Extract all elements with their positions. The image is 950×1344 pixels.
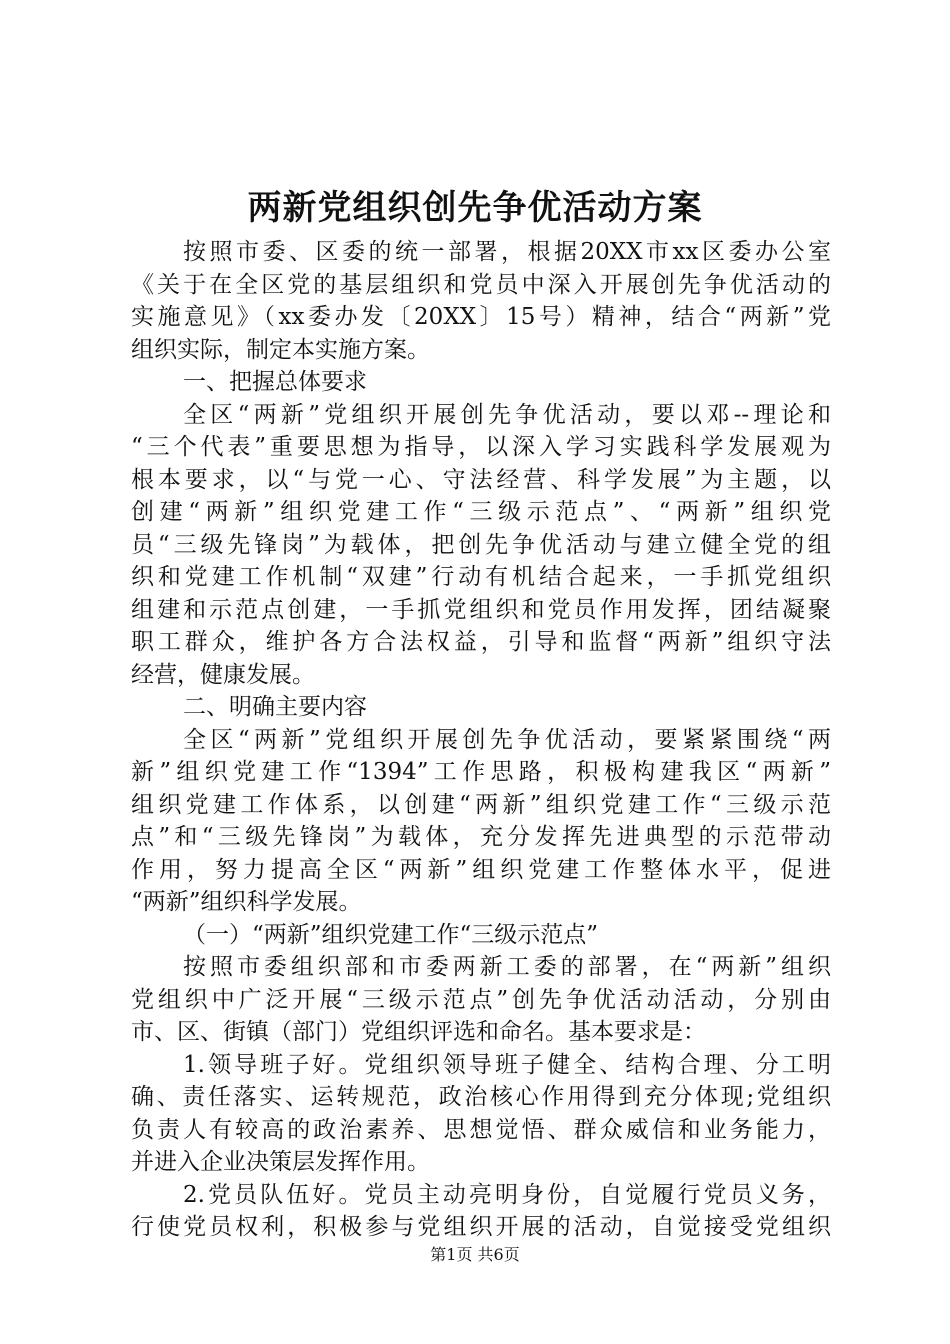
- text-line: 员“三级先锋岗”为载体，把创先争优活动与建立健全党的组: [131, 531, 831, 558]
- text-line: 组织党建工作体系，以创建“两新”组织党建工作“三级示范: [131, 791, 831, 818]
- text-line: “三个代表”重要思想为指导，以深入学习实践科学发展观为: [131, 434, 831, 460]
- text-line: 行使党员权利，积极参与党组织开展的活动，自觉接受党组织: [131, 1214, 831, 1240]
- text-line: 二、明确主要内容: [183, 694, 367, 720]
- text-line: 全区“两新”党组织开展创先争优活动，要紧紧围绕“两: [183, 726, 831, 753]
- text-line: 创建“两新”组织党建工作“三级示范点”、“两新”组织党: [131, 499, 831, 525]
- text-line: 组织实际，制定本实施方案。: [131, 336, 430, 363]
- text-line: （一）“两新”组织党建工作“三级示范点”: [183, 921, 599, 948]
- text-line: 确、责任落实、运转规范，政治核心作用得到充分体现;党组织: [131, 1084, 831, 1110]
- text-line: 并进入企业决策层发挥作用。: [131, 1149, 430, 1175]
- document-title: 两新党组织创先争优活动方案: [247, 188, 703, 228]
- text-line: 1.领导班子好。党组织领导班子健全、结构合理、分工明: [183, 1051, 831, 1078]
- text-line: 全区“两新”党组织开展创先争优活动，要以邓--理论和: [183, 401, 831, 428]
- page-number: 第1页 共6页: [430, 1245, 520, 1264]
- text-line: 职工群众，维护各方合法权益，引导和监督“两新”组织守法: [131, 629, 831, 655]
- text-line: 按照市委组织部和市委两新工委的部署，在“两新”组织: [183, 954, 831, 980]
- text-line: 党组织中广泛开展“三级示范点”创先争优活动活动，分别由: [131, 986, 831, 1013]
- text-line: 市、区、街镇（部门）党组织评选和命名。基本要求是：: [131, 1019, 706, 1045]
- text-line: “两新”组织科学发展。: [131, 889, 362, 915]
- text-line: 根本要求，以“与党一心、守法经营、科学发展”为主题，以: [131, 466, 831, 493]
- text-line: 实施意见》（xx委办发〔20XX〕15号）精神，结合“两新”党: [131, 304, 831, 330]
- text-line: 2.党员队伍好。党员主动亮明身份，自觉履行党员义务，: [183, 1181, 831, 1208]
- text-line: 组建和示范点创建，一手抓党组织和党员作用发挥，团结凝聚: [131, 596, 831, 623]
- text-line: 负责人有较高的政治素养、思想觉悟、群众威信和业务能力，: [131, 1116, 831, 1143]
- text-line: 按照市委、区委的统一部署，根据20XX市xx区委办公室: [183, 239, 831, 265]
- text-line: 新”组织党建工作“1394”工作思路，积极构建我区“两新”: [131, 759, 831, 785]
- text-line: 一、把握总体要求: [183, 369, 367, 395]
- text-line: 点”和“三级先锋岗”为载体，充分发挥先进典型的示范带动: [131, 824, 831, 850]
- text-line: 织和党建工作机制“双建”行动有机结合起来，一手抓党组织: [131, 564, 831, 590]
- document-body: [131, 236, 831, 1244]
- text-line: 经营，健康发展。: [131, 661, 315, 688]
- text-line: 《关于在全区党的基层组织和党员中深入开展创先争优活动的: [131, 271, 831, 298]
- text-line: 作用，努力提高全区“两新”组织党建工作整体水平，促进: [131, 856, 831, 883]
